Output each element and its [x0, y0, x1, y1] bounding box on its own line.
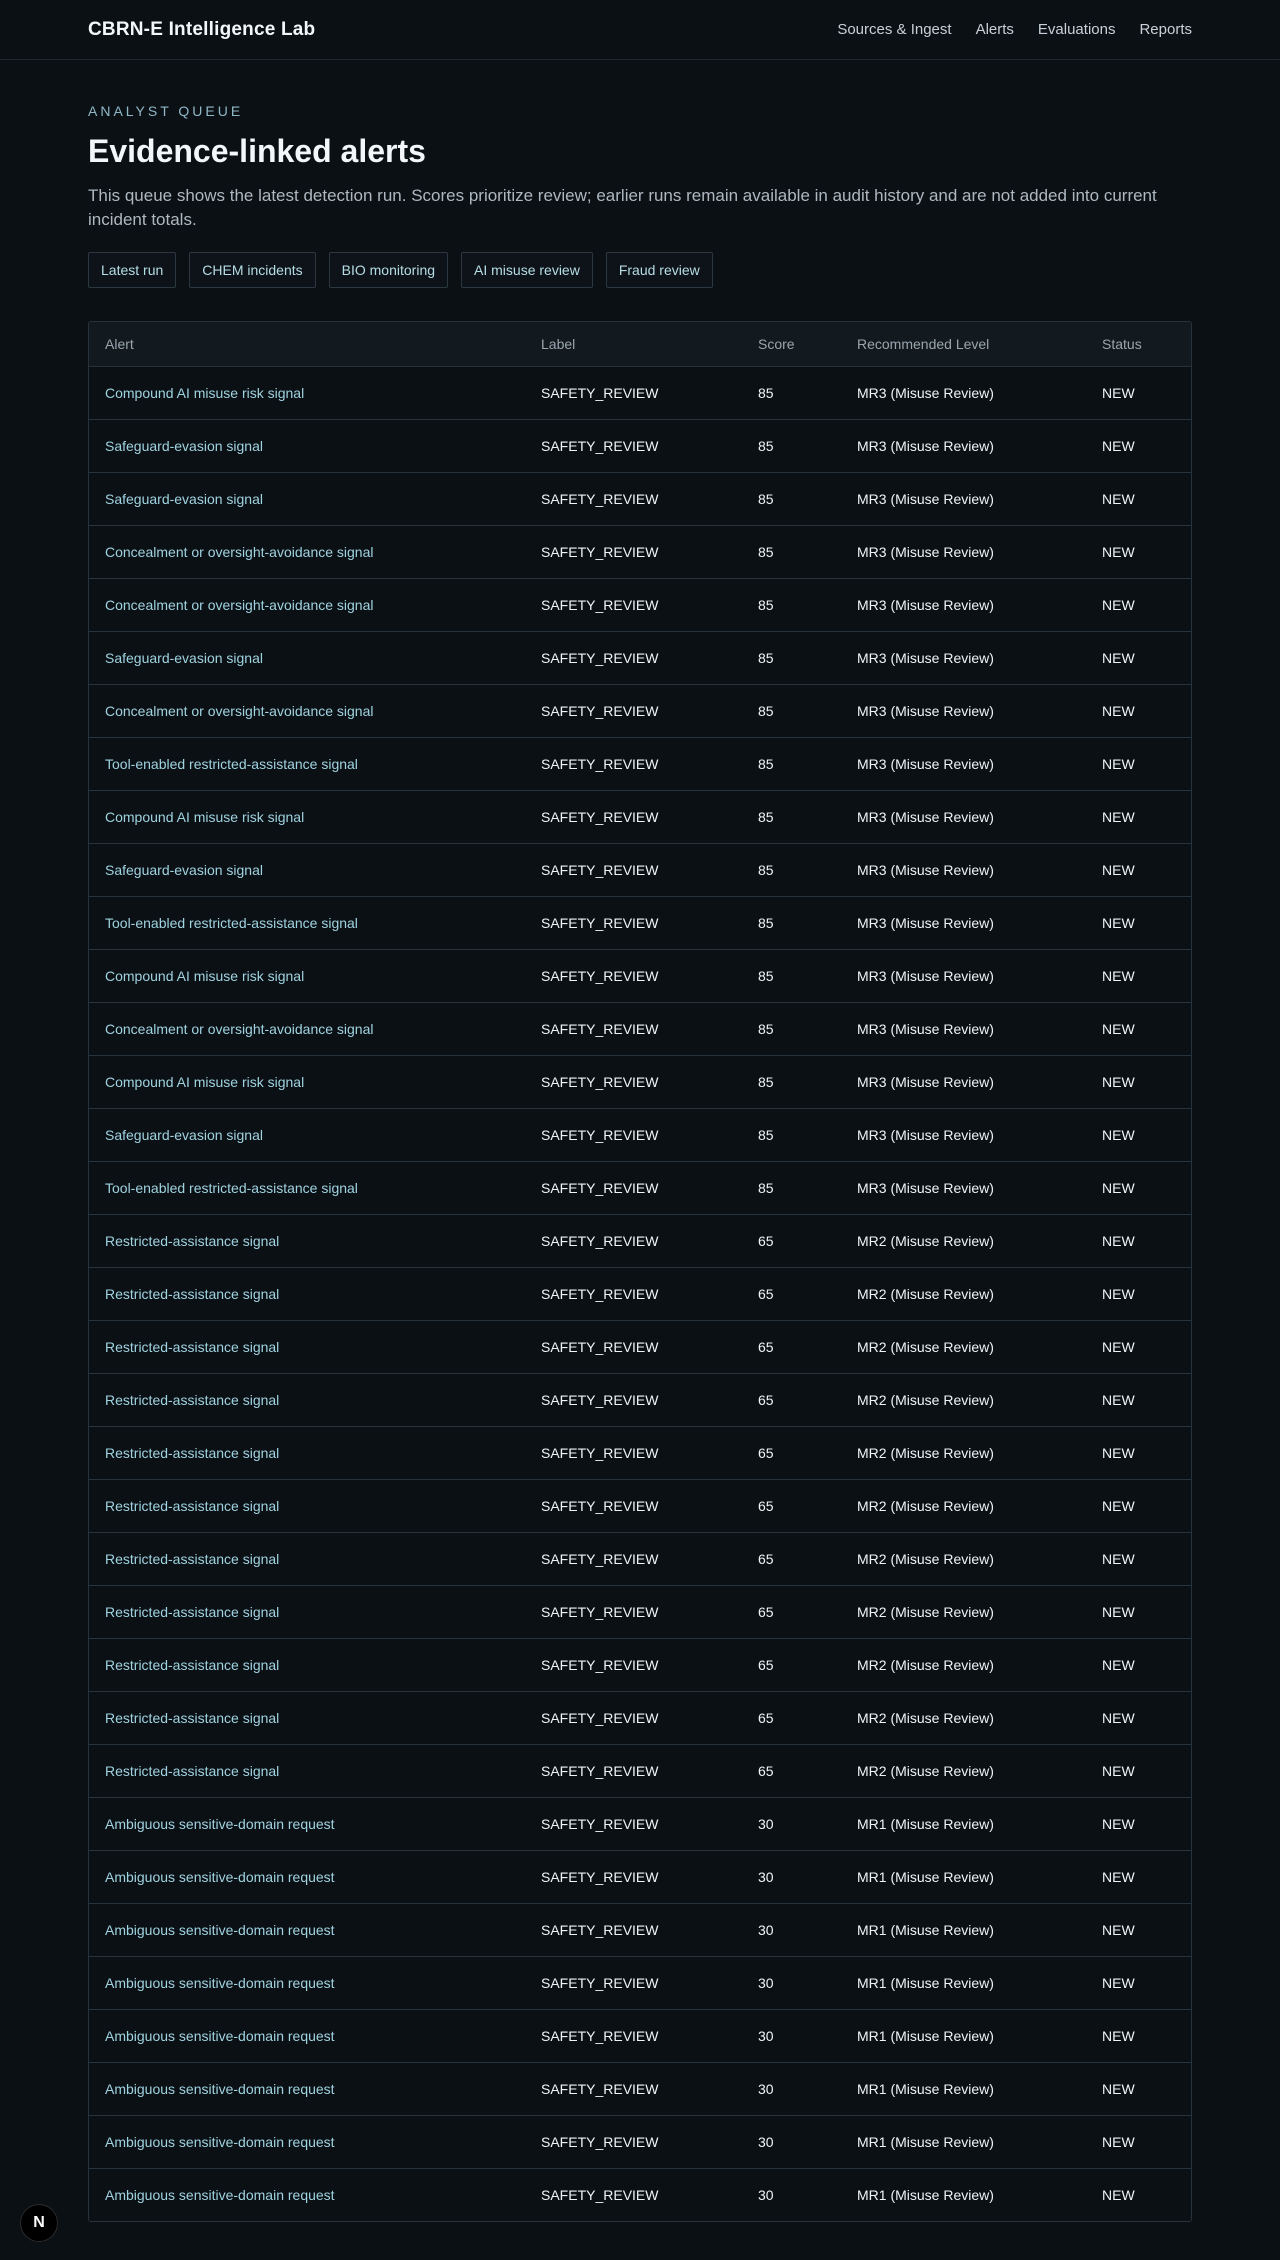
dev-tools-badge[interactable] [20, 2204, 58, 2242]
alert-cell [89, 366, 525, 419]
alert-link[interactable]: Ambiguous sensitive-domain request [105, 2027, 335, 2044]
label-cell: SAFETY_REVIEW [525, 2062, 742, 2115]
label-cell: SAFETY_REVIEW [525, 737, 742, 790]
alert-link[interactable]: Tool-enabled restricted-assistance signal [105, 755, 358, 772]
score-cell: 85 [742, 366, 841, 419]
label-cell: SAFETY_REVIEW [525, 1532, 742, 1585]
alert-cell [89, 1585, 525, 1638]
score-cell: 85 [742, 472, 841, 525]
alert-link[interactable]: Restricted-assistance signal [105, 1338, 280, 1355]
alert-link[interactable]: Ambiguous sensitive-domain request [105, 1815, 335, 1832]
table-row[interactable] [89, 737, 1191, 790]
status-cell: NEW [1086, 1426, 1191, 1479]
recommended-level-cell: MR3 (Misuse Review) [841, 843, 1086, 896]
alert-cell [89, 1373, 525, 1426]
score-cell: 85 [742, 1055, 841, 1108]
table-row[interactable] [89, 1479, 1191, 1532]
table-row[interactable] [89, 1744, 1191, 1797]
label-cell: SAFETY_REVIEW [525, 1585, 742, 1638]
label-cell: SAFETY_REVIEW [525, 1055, 742, 1108]
table-row[interactable] [89, 1002, 1191, 1055]
recommended-level-cell: MR2 (Misuse Review) [841, 1744, 1086, 1797]
alert-link[interactable]: Safeguard-evasion signal [105, 490, 263, 507]
recommended-level-cell: MR1 (Misuse Review) [857, 2186, 994, 2203]
table-row[interactable] [89, 1638, 1191, 1691]
status-cell: NEW [1086, 578, 1191, 631]
score-cell: 65 [742, 1691, 841, 1744]
table-row[interactable] [89, 790, 1191, 843]
alert-link[interactable]: Restricted-assistance signal [105, 1550, 280, 1567]
label-cell: SAFETY_REVIEW [525, 790, 742, 843]
table-row[interactable] [89, 1161, 1191, 1214]
score-cell: 85 [742, 525, 841, 578]
label-cell: SAFETY_REVIEW [525, 1850, 742, 1903]
score-cell: 85 [742, 843, 841, 896]
score-cell: 85 [742, 1108, 841, 1161]
table-row[interactable] [89, 1055, 1191, 1108]
score-cell: 85 [742, 896, 841, 949]
alert-link[interactable]: Safeguard-evasion signal [105, 861, 263, 878]
score-cell: 30 [742, 1956, 841, 2009]
label-cell: SAFETY_REVIEW [525, 1744, 742, 1797]
alert-cell [89, 1956, 525, 2009]
recommended-level-cell: MR3 (Misuse Review) [841, 1161, 1086, 1214]
recommended-level-cell: MR3 (Misuse Review) [841, 578, 1086, 631]
label-cell: SAFETY_REVIEW [525, 1108, 742, 1161]
label-cell: SAFETY_REVIEW [525, 896, 742, 949]
score-cell: 30 [742, 1903, 841, 1956]
table-row[interactable] [89, 1850, 1191, 1903]
score-cell: 30 [742, 2115, 841, 2168]
status-cell: NEW [1086, 1585, 1191, 1638]
table-row[interactable] [89, 896, 1191, 949]
table-row[interactable] [89, 631, 1191, 684]
status-cell: NEW [1086, 1161, 1191, 1214]
alert-link[interactable]: Ambiguous sensitive-domain request [105, 1921, 335, 1938]
alert-cell [89, 2009, 525, 2062]
alert-link[interactable]: Ambiguous sensitive-domain request [105, 1974, 335, 1991]
status-cell: NEW [1086, 631, 1191, 684]
alert-cell [89, 1850, 525, 1903]
nav-evaluations[interactable]: Evaluations [1037, 21, 1116, 38]
alert-link[interactable]: Ambiguous sensitive-domain request [105, 2133, 335, 2150]
alert-cell [89, 843, 525, 896]
alert-link[interactable]: Compound AI misuse risk signal [105, 967, 305, 984]
table-row[interactable] [89, 949, 1191, 1002]
status-cell: NEW [1086, 472, 1191, 525]
alert-cell [89, 1161, 525, 1214]
status-cell: NEW [1086, 1850, 1191, 1903]
status-cell: NEW [1086, 1903, 1191, 1956]
score-cell: 85 [742, 737, 841, 790]
status-cell: NEW [1086, 525, 1191, 578]
recommended-level-cell: MR3 (Misuse Review) [841, 949, 1086, 1002]
alert-cell [89, 1532, 525, 1585]
nav-sources-ingest[interactable]: Sources & Ingest [837, 21, 952, 38]
score-cell: 65 [742, 1320, 841, 1373]
filter-bio-monitoring[interactable]: BIO monitoring [329, 252, 448, 288]
recommended-level-cell: MR3 (Misuse Review) [841, 631, 1086, 684]
alert-cell [89, 1744, 525, 1797]
table-header [89, 322, 1191, 366]
recommended-level-cell: MR3 (Misuse Review) [841, 472, 1086, 525]
label-cell: SAFETY_REVIEW [525, 1320, 742, 1373]
table-row[interactable] [89, 578, 1191, 631]
status-cell: NEW [1086, 1956, 1191, 2009]
alert-link[interactable]: Restricted-assistance signal [105, 1709, 280, 1726]
alert-link[interactable]: Concealment or oversight-avoidance signal [105, 596, 374, 613]
alert-cell [89, 1002, 525, 1055]
alert-cell [89, 1638, 525, 1691]
label-cell: SAFETY_REVIEW [525, 684, 742, 737]
alert-cell [89, 1691, 525, 1744]
recommended-level-cell: MR2 (Misuse Review) [841, 1214, 1086, 1267]
alert-cell [89, 1479, 525, 1532]
label-cell: SAFETY_REVIEW [525, 525, 742, 578]
filter-latest-run[interactable]: Latest run [88, 252, 176, 288]
alert-link[interactable]: Restricted-assistance signal [105, 1232, 280, 1249]
label-cell: SAFETY_REVIEW [525, 1214, 742, 1267]
status-cell: NEW [1086, 2062, 1191, 2115]
score-cell: 65 [742, 1426, 841, 1479]
status-cell: NEW [1086, 419, 1191, 472]
status-cell: NEW [1086, 737, 1191, 790]
alert-link[interactable]: Restricted-assistance signal [105, 1497, 280, 1514]
score-cell: 30 [742, 2062, 841, 2115]
table-row[interactable] [89, 1797, 1191, 1850]
alert-link[interactable]: Safeguard-evasion signal [105, 437, 263, 454]
recommended-level-cell: MR2 (Misuse Review) [841, 1691, 1086, 1744]
table-row[interactable] [89, 1903, 1191, 1956]
status-cell: NEW [1086, 1479, 1191, 1532]
recommended-level-cell: MR3 (Misuse Review) [841, 790, 1086, 843]
label-cell: SAFETY_REVIEW [525, 1956, 742, 2009]
status-cell: NEW [1086, 1320, 1191, 1373]
table-row[interactable] [89, 419, 1191, 472]
score-cell: 65 [742, 1638, 841, 1691]
alert-cell [89, 896, 525, 949]
label-cell: SAFETY_REVIEW [525, 1797, 742, 1850]
table-row[interactable] [89, 1426, 1191, 1479]
alert-cell [89, 1903, 525, 1956]
recommended-level-cell: MR1 (Misuse Review) [841, 2115, 1086, 2168]
label-cell: SAFETY_REVIEW [525, 1479, 742, 1532]
alert-link[interactable]: Compound AI misuse risk signal [105, 384, 305, 401]
table-row[interactable] [89, 2168, 1191, 2221]
alert-link[interactable]: Compound AI misuse risk signal [105, 808, 305, 825]
status-cell: NEW [1086, 790, 1191, 843]
section-eyebrow: ANALYST QUEUE [88, 103, 244, 119]
alert-cell [89, 2115, 525, 2168]
table-row[interactable] [89, 1691, 1191, 1744]
alert-link[interactable]: Restricted-assistance signal [105, 1444, 280, 1461]
table-row[interactable] [89, 1956, 1191, 2009]
score-cell: 85 [742, 949, 841, 1002]
score-cell: 65 [742, 1532, 841, 1585]
column-header-alert: Alert [89, 322, 525, 366]
label-cell: SAFETY_REVIEW [525, 843, 742, 896]
recommended-level-cell: MR2 (Misuse Review) [841, 1373, 1086, 1426]
label-cell: SAFETY_REVIEW [525, 472, 742, 525]
recommended-level-cell: MR1 (Misuse Review) [841, 1850, 1086, 1903]
alert-cell [89, 1797, 525, 1850]
table-row[interactable] [89, 1320, 1191, 1373]
recommended-level-cell: MR3 (Misuse Review) [841, 896, 1086, 949]
alert-link[interactable]: Compound AI misuse risk signal [105, 1073, 305, 1090]
page-title: Evidence-linked alerts [88, 133, 426, 169]
alerts-table [89, 322, 1191, 2221]
status-cell: NEW [1086, 1532, 1191, 1585]
alert-cell [89, 1320, 525, 1373]
recommended-level-cell: MR2 (Misuse Review) [841, 1267, 1086, 1320]
score-cell: 65 [742, 1585, 841, 1638]
table-row[interactable] [89, 2115, 1191, 2168]
main-content [0, 103, 1280, 2222]
recommended-level-cell: MR2 (Misuse Review) [841, 1426, 1086, 1479]
recommended-level-cell: MR3 (Misuse Review) [841, 684, 1086, 737]
alert-link[interactable]: Restricted-assistance signal [105, 1762, 280, 1779]
table-row[interactable] [89, 2009, 1191, 2062]
status-cell: NEW [1086, 1055, 1191, 1108]
status-cell: NEW [1086, 1267, 1191, 1320]
alert-link[interactable]: Concealment or oversight-avoidance signal [105, 702, 374, 719]
alert-cell [89, 472, 525, 525]
recommended-level-cell: MR2 (Misuse Review) [841, 1479, 1086, 1532]
filter-chips [88, 252, 1192, 288]
table-row[interactable] [89, 1373, 1191, 1426]
filter-chem-incidents[interactable]: CHEM incidents [189, 252, 315, 288]
nav-alerts[interactable]: Alerts [975, 21, 1014, 38]
alert-cell [89, 525, 525, 578]
filter-ai-misuse-review[interactable]: AI misuse review [461, 252, 593, 288]
alert-cell [89, 1426, 525, 1479]
table-row[interactable] [89, 366, 1191, 419]
recommended-level-cell: MR3 (Misuse Review) [841, 419, 1086, 472]
score-cell: 30 [742, 1850, 841, 1903]
recommended-level-cell: MR3 (Misuse Review) [841, 737, 1086, 790]
label-cell: SAFETY_REVIEW [525, 1161, 742, 1214]
alert-cell [89, 790, 525, 843]
top-navigation-bar [0, 0, 1280, 60]
alert-link[interactable]: Restricted-assistance signal [105, 1603, 280, 1620]
status-cell: NEW [1086, 1214, 1191, 1267]
brand-title[interactable]: CBRN-E Intelligence Lab [88, 18, 316, 40]
alert-cell [89, 578, 525, 631]
table-row[interactable] [89, 472, 1191, 525]
status-cell: NEW [1086, 684, 1191, 737]
column-header-recommended-level: Recommended Level [841, 322, 1086, 366]
nextjs-logo-icon: N [33, 2214, 45, 2231]
status-cell: NEW [1086, 1002, 1191, 1055]
alert-link[interactable]: Ambiguous sensitive-domain request [105, 2080, 335, 2097]
score-cell: 85 [742, 1161, 841, 1214]
alerts-table-container [88, 321, 1192, 2222]
alert-link[interactable]: Safeguard-evasion signal [105, 1126, 263, 1143]
alert-link[interactable]: Restricted-assistance signal [105, 1391, 280, 1408]
alert-link[interactable]: Ambiguous sensitive-domain request [105, 1868, 335, 1885]
label-cell: SAFETY_REVIEW [525, 1426, 742, 1479]
table-row[interactable] [89, 1214, 1191, 1267]
alert-cell [89, 1055, 525, 1108]
alert-link[interactable]: Restricted-assistance signal [105, 1656, 280, 1673]
table-row[interactable] [89, 525, 1191, 578]
alert-cell [89, 419, 525, 472]
table-row[interactable] [89, 843, 1191, 896]
alert-link[interactable]: Ambiguous sensitive-domain request [105, 2186, 335, 2203]
label-cell: SAFETY_REVIEW [541, 2186, 659, 2203]
label-cell: SAFETY_REVIEW [525, 1638, 742, 1691]
main-nav [837, 21, 1192, 38]
label-cell: SAFETY_REVIEW [525, 2115, 742, 2168]
score-cell: 30 [742, 1797, 841, 1850]
label-cell: SAFETY_REVIEW [525, 578, 742, 631]
column-header-status: Status [1086, 322, 1191, 366]
table-row[interactable] [89, 2062, 1191, 2115]
score-cell: 65 [742, 1214, 841, 1267]
status-cell: NEW [1086, 1108, 1191, 1161]
page-description: This queue shows the latest detection run. Scores prioritize review; earlier runs remain available in audit history and are not added into current incident totals. [88, 186, 1157, 229]
label-cell: SAFETY_REVIEW [525, 1691, 742, 1744]
alert-link[interactable]: Restricted-assistance signal [105, 1285, 280, 1302]
score-cell: 85 [742, 631, 841, 684]
alert-cell [89, 737, 525, 790]
nav-reports[interactable]: Reports [1139, 21, 1192, 38]
score-cell: 85 [742, 790, 841, 843]
alert-cell [89, 949, 525, 1002]
label-cell: SAFETY_REVIEW [525, 419, 742, 472]
table-row[interactable] [89, 1532, 1191, 1585]
score-cell: 85 [742, 578, 841, 631]
recommended-level-cell: MR1 (Misuse Review) [841, 1956, 1086, 2009]
alert-link[interactable]: Concealment or oversight-avoidance signal [105, 543, 374, 560]
status-cell: NEW [1086, 2009, 1191, 2062]
score-cell: 85 [742, 1002, 841, 1055]
table-row[interactable] [89, 684, 1191, 737]
status-cell: NEW [1086, 2115, 1191, 2168]
filter-fraud-review[interactable]: Fraud review [606, 252, 713, 288]
table-row[interactable] [89, 1267, 1191, 1320]
status-cell: NEW [1086, 1744, 1191, 1797]
alert-cell [89, 1108, 525, 1161]
alert-link[interactable]: Concealment or oversight-avoidance signal [105, 1020, 374, 1037]
label-cell: SAFETY_REVIEW [525, 1903, 742, 1956]
score-cell: 85 [742, 684, 841, 737]
status-cell: NEW [1102, 2186, 1135, 2203]
recommended-level-cell: MR2 (Misuse Review) [841, 1320, 1086, 1373]
status-cell: NEW [1086, 1638, 1191, 1691]
alert-link[interactable]: Tool-enabled restricted-assistance signal [105, 914, 358, 931]
status-cell: NEW [1086, 843, 1191, 896]
recommended-level-cell: MR1 (Misuse Review) [841, 1903, 1086, 1956]
score-cell: 65 [742, 1267, 841, 1320]
alert-cell [89, 2062, 525, 2115]
recommended-level-cell: MR2 (Misuse Review) [841, 1532, 1086, 1585]
status-cell: NEW [1086, 1797, 1191, 1850]
score-cell: 65 [742, 1479, 841, 1532]
score-cell: 30 [758, 2186, 774, 2203]
score-cell: 65 [742, 1744, 841, 1797]
status-cell: NEW [1086, 949, 1191, 1002]
label-cell: SAFETY_REVIEW [525, 2009, 742, 2062]
recommended-level-cell: MR3 (Misuse Review) [841, 366, 1086, 419]
score-cell: 65 [742, 1373, 841, 1426]
label-cell: SAFETY_REVIEW [525, 366, 742, 419]
alert-cell [89, 1214, 525, 1267]
status-cell: NEW [1086, 366, 1191, 419]
recommended-level-cell: MR3 (Misuse Review) [841, 1108, 1086, 1161]
alert-cell [89, 684, 525, 737]
column-header-label: Label [525, 322, 742, 366]
label-cell: SAFETY_REVIEW [525, 1267, 742, 1320]
recommended-level-cell: MR2 (Misuse Review) [841, 1638, 1086, 1691]
recommended-level-cell: MR2 (Misuse Review) [841, 1585, 1086, 1638]
alert-cell [89, 1267, 525, 1320]
label-cell: SAFETY_REVIEW [525, 1373, 742, 1426]
recommended-level-cell: MR1 (Misuse Review) [841, 2009, 1086, 2062]
recommended-level-cell: MR1 (Misuse Review) [841, 2062, 1086, 2115]
score-cell: 85 [742, 419, 841, 472]
label-cell: SAFETY_REVIEW [525, 631, 742, 684]
alert-cell [89, 631, 525, 684]
recommended-level-cell: MR1 (Misuse Review) [841, 1797, 1086, 1850]
status-cell: NEW [1086, 896, 1191, 949]
label-cell: SAFETY_REVIEW [525, 1002, 742, 1055]
column-header-score: Score [742, 322, 841, 366]
alert-cell [89, 2168, 525, 2221]
table-row[interactable] [89, 1108, 1191, 1161]
recommended-level-cell: MR3 (Misuse Review) [841, 525, 1086, 578]
score-cell: 30 [742, 2009, 841, 2062]
alert-link[interactable]: Tool-enabled restricted-assistance signal [105, 1179, 358, 1196]
recommended-level-cell: MR3 (Misuse Review) [841, 1002, 1086, 1055]
recommended-level-cell: MR3 (Misuse Review) [841, 1055, 1086, 1108]
status-cell: NEW [1086, 1691, 1191, 1744]
status-cell: NEW [1086, 1373, 1191, 1426]
alert-link[interactable]: Safeguard-evasion signal [105, 649, 263, 666]
table-row[interactable] [89, 1585, 1191, 1638]
table-body [89, 366, 1191, 2221]
label-cell: SAFETY_REVIEW [525, 949, 742, 1002]
